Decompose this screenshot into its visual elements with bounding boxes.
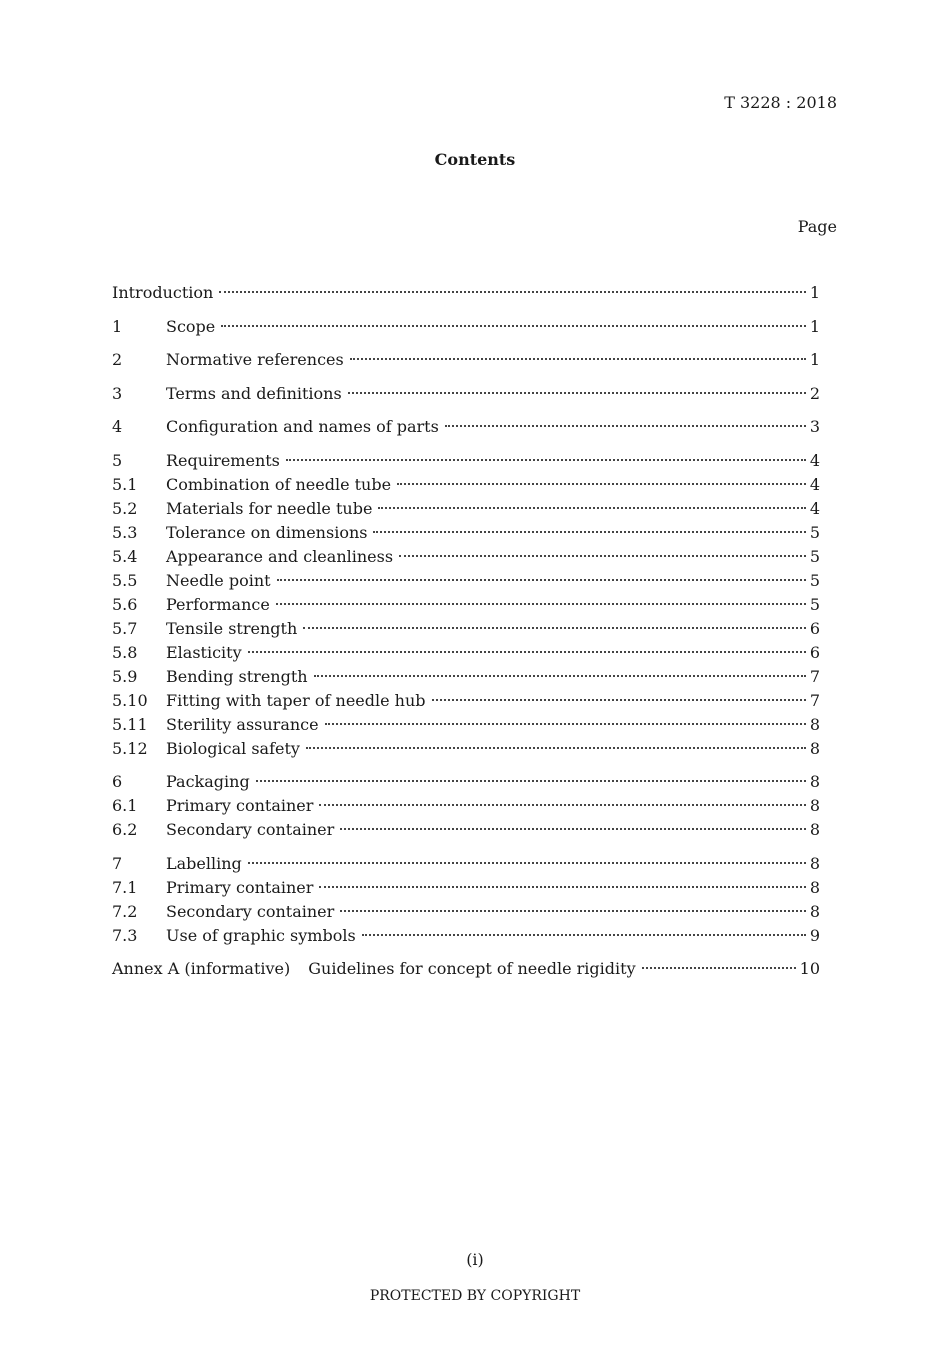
- dot-leader: [248, 651, 806, 653]
- toc-entry-label: Biological safety: [166, 738, 300, 758]
- toc-entry-label: Packaging: [166, 772, 250, 791]
- toc-entry-page: 8: [809, 714, 820, 734]
- toc-entry-page: 4: [809, 450, 820, 470]
- toc-entry-number: 5.8: [112, 642, 138, 662]
- toc-entry-scope[interactable]: [112, 315, 820, 339]
- dot-leader: [340, 828, 806, 830]
- toc-entry-label: Performance: [166, 594, 270, 614]
- toc-entry-label: Needle point: [166, 570, 271, 590]
- toc-entry-5-11[interactable]: [112, 713, 820, 737]
- dot-leader: [306, 747, 806, 749]
- toc-entry-page: 5: [809, 522, 820, 542]
- toc-entry-label: Configuration and names of parts: [166, 417, 439, 436]
- toc-entry-page: 8: [809, 901, 820, 921]
- toc-entry-page: 5: [809, 594, 820, 614]
- toc-entry-page: 7: [809, 690, 820, 710]
- toc-entry-number: 1: [112, 316, 123, 336]
- toc-entry-label: Normative references: [166, 350, 344, 369]
- toc-entry-page: 1: [809, 283, 820, 302]
- toc-entry-label: Requirements: [166, 450, 280, 470]
- toc-entry-label: Secondary container: [166, 901, 335, 921]
- dot-leader: [286, 459, 806, 461]
- dot-leader: [348, 392, 806, 394]
- toc-entry-page: 5: [809, 546, 820, 566]
- toc-entry-5-7[interactable]: [112, 617, 820, 641]
- toc-entry-7-2[interactable]: [112, 900, 820, 924]
- toc-entry-number: 5.10: [112, 690, 148, 710]
- dot-leader: [378, 507, 805, 509]
- toc-entry-page: 8: [809, 772, 820, 791]
- toc-entry-5-3[interactable]: [112, 521, 820, 545]
- toc-entry-6-2[interactable]: [112, 818, 820, 842]
- dot-leader: [319, 804, 805, 806]
- toc-entry-number: 5.6: [112, 594, 138, 614]
- dot-leader: [397, 483, 806, 485]
- toc-entry-number: 5.4: [112, 546, 138, 566]
- toc-entry-number: 2: [112, 350, 123, 369]
- toc-entry-page: 9: [809, 925, 820, 945]
- annex-title: Guidelines for concept of needle rigidity: [308, 959, 636, 978]
- toc-entry-number: 4: [112, 417, 123, 436]
- toc-entry-label: Primary container: [166, 877, 314, 897]
- toc-entry-number: 5.1: [112, 474, 138, 494]
- toc-entry-page: 6: [809, 642, 820, 662]
- toc-entry-page: 8: [809, 738, 820, 758]
- dot-leader: [325, 723, 806, 725]
- toc-entry-label: Appearance and cleanliness: [166, 546, 394, 566]
- toc-entry-7-1[interactable]: [112, 876, 820, 900]
- toc-entry-annex-a[interactable]: [112, 957, 820, 981]
- toc-entry-page: 8: [809, 877, 820, 897]
- toc-entry-5-5[interactable]: [112, 569, 820, 593]
- toc-entry-label: Introduction: [112, 283, 214, 302]
- toc-entry-label: Fitting with taper of needle hub: [166, 690, 426, 710]
- dot-leader: [432, 699, 806, 701]
- table-of-contents: [112, 281, 820, 981]
- toc-entry-number: 5: [112, 450, 123, 470]
- toc-entry-label: Materials for needle tube: [166, 498, 373, 518]
- toc-entry-page: 8: [809, 796, 820, 815]
- toc-entry-page: 3: [809, 417, 820, 436]
- toc-entry-number: 5.9: [112, 666, 138, 686]
- toc-entry-label: Tolerance on dimensions: [166, 522, 368, 542]
- toc-entry-number: 7.2: [112, 901, 138, 921]
- toc-entry-page: 4: [809, 474, 820, 494]
- toc-entry-page: 2: [809, 383, 820, 403]
- toc-entry-normative-references[interactable]: [112, 348, 820, 372]
- toc-entry-packaging[interactable]: [112, 770, 820, 794]
- toc-entry-number: 5.3: [112, 522, 138, 542]
- contents-title: Contents: [434, 150, 516, 169]
- toc-entry-label: Scope: [166, 316, 216, 336]
- toc-entry-label: Primary container: [166, 796, 314, 815]
- toc-entry-5-9[interactable]: [112, 665, 820, 689]
- toc-entry-5-2[interactable]: [112, 497, 820, 521]
- annex-label: Annex A (informative): [112, 959, 291, 978]
- dot-leader: [256, 780, 806, 782]
- toc-entry-7-3[interactable]: [112, 924, 820, 948]
- toc-entry-number: 6.2: [112, 820, 138, 839]
- document-id: T 3228 : 2018: [724, 93, 837, 112]
- toc-entry-6-1[interactable]: [112, 794, 820, 818]
- toc-entry-page: 8: [809, 820, 820, 839]
- toc-entry-number: 7.1: [112, 877, 138, 897]
- toc-entry-page: 1: [809, 316, 820, 336]
- toc-entry-number: 5.12: [112, 738, 148, 758]
- toc-entry-5-6[interactable]: [112, 593, 820, 617]
- page-folio: (i): [466, 1250, 484, 1269]
- toc-entry-label: Terms and definitions: [166, 383, 342, 403]
- toc-entry-label: Secondary container: [166, 820, 335, 839]
- toc-entry-5-1[interactable]: [112, 473, 820, 497]
- toc-entry-page: 1: [809, 350, 820, 369]
- toc-entry-terms-definitions[interactable]: [112, 382, 820, 406]
- toc-entry-page: 10: [799, 959, 820, 978]
- toc-entry-label: Bending strength: [166, 666, 308, 686]
- dot-leader: [314, 675, 806, 677]
- toc-entry-label: Combination of needle tube: [166, 474, 392, 494]
- dot-leader: [399, 555, 806, 557]
- dot-leader: [248, 862, 806, 864]
- toc-entry-number: 3: [112, 383, 123, 403]
- toc-entry-number: 7: [112, 853, 123, 873]
- toc-entry-page: 7: [809, 666, 820, 686]
- toc-entry-requirements[interactable]: [112, 449, 820, 473]
- toc-entry-configuration[interactable]: [112, 415, 820, 439]
- dot-leader: [276, 603, 806, 605]
- dot-leader: [373, 531, 805, 533]
- toc-entry-number: 5.2: [112, 498, 138, 518]
- dot-leader: [219, 291, 805, 293]
- dot-leader: [277, 579, 806, 581]
- toc-entry-page: 4: [809, 498, 820, 518]
- toc-entry-labelling[interactable]: [112, 852, 820, 876]
- dot-leader: [221, 325, 806, 327]
- toc-entry-label: Tensile strength: [166, 618, 298, 638]
- dot-leader: [362, 934, 806, 936]
- toc-entry-5-12[interactable]: [112, 737, 820, 761]
- toc-entry-label: Use of graphic symbols: [166, 925, 356, 945]
- dot-leader: [303, 627, 806, 629]
- toc-entry-number: 5.7: [112, 618, 138, 638]
- toc-entry-5-4[interactable]: [112, 545, 820, 569]
- toc-entry-label: Elasticity: [166, 642, 242, 662]
- dot-leader: [319, 886, 805, 888]
- dot-leader: [642, 967, 796, 969]
- toc-entry-page: 8: [809, 853, 820, 873]
- dot-leader: [445, 425, 806, 427]
- toc-entry-number: 6.1: [112, 796, 138, 815]
- toc-entry-introduction[interactable]: [112, 281, 820, 305]
- copyright-notice: PROTECTED BY COPYRIGHT: [369, 1288, 581, 1304]
- toc-entry-number: 5.11: [112, 714, 148, 734]
- toc-entry-label: Sterility assurance: [166, 714, 319, 734]
- toc-entry-page: 5: [809, 570, 820, 590]
- dot-leader: [350, 358, 806, 360]
- toc-entry-5-8[interactable]: [112, 641, 820, 665]
- toc-entry-5-10[interactable]: [112, 689, 820, 713]
- toc-entry-number: 6: [112, 772, 123, 791]
- toc-entry-page: 6: [809, 618, 820, 638]
- toc-entry-number: 7.3: [112, 925, 138, 945]
- toc-entry-number: 5.5: [112, 570, 138, 590]
- page-column-label: Page: [797, 217, 837, 236]
- toc-entry-label: Labelling: [166, 853, 242, 873]
- dot-leader: [340, 910, 806, 912]
